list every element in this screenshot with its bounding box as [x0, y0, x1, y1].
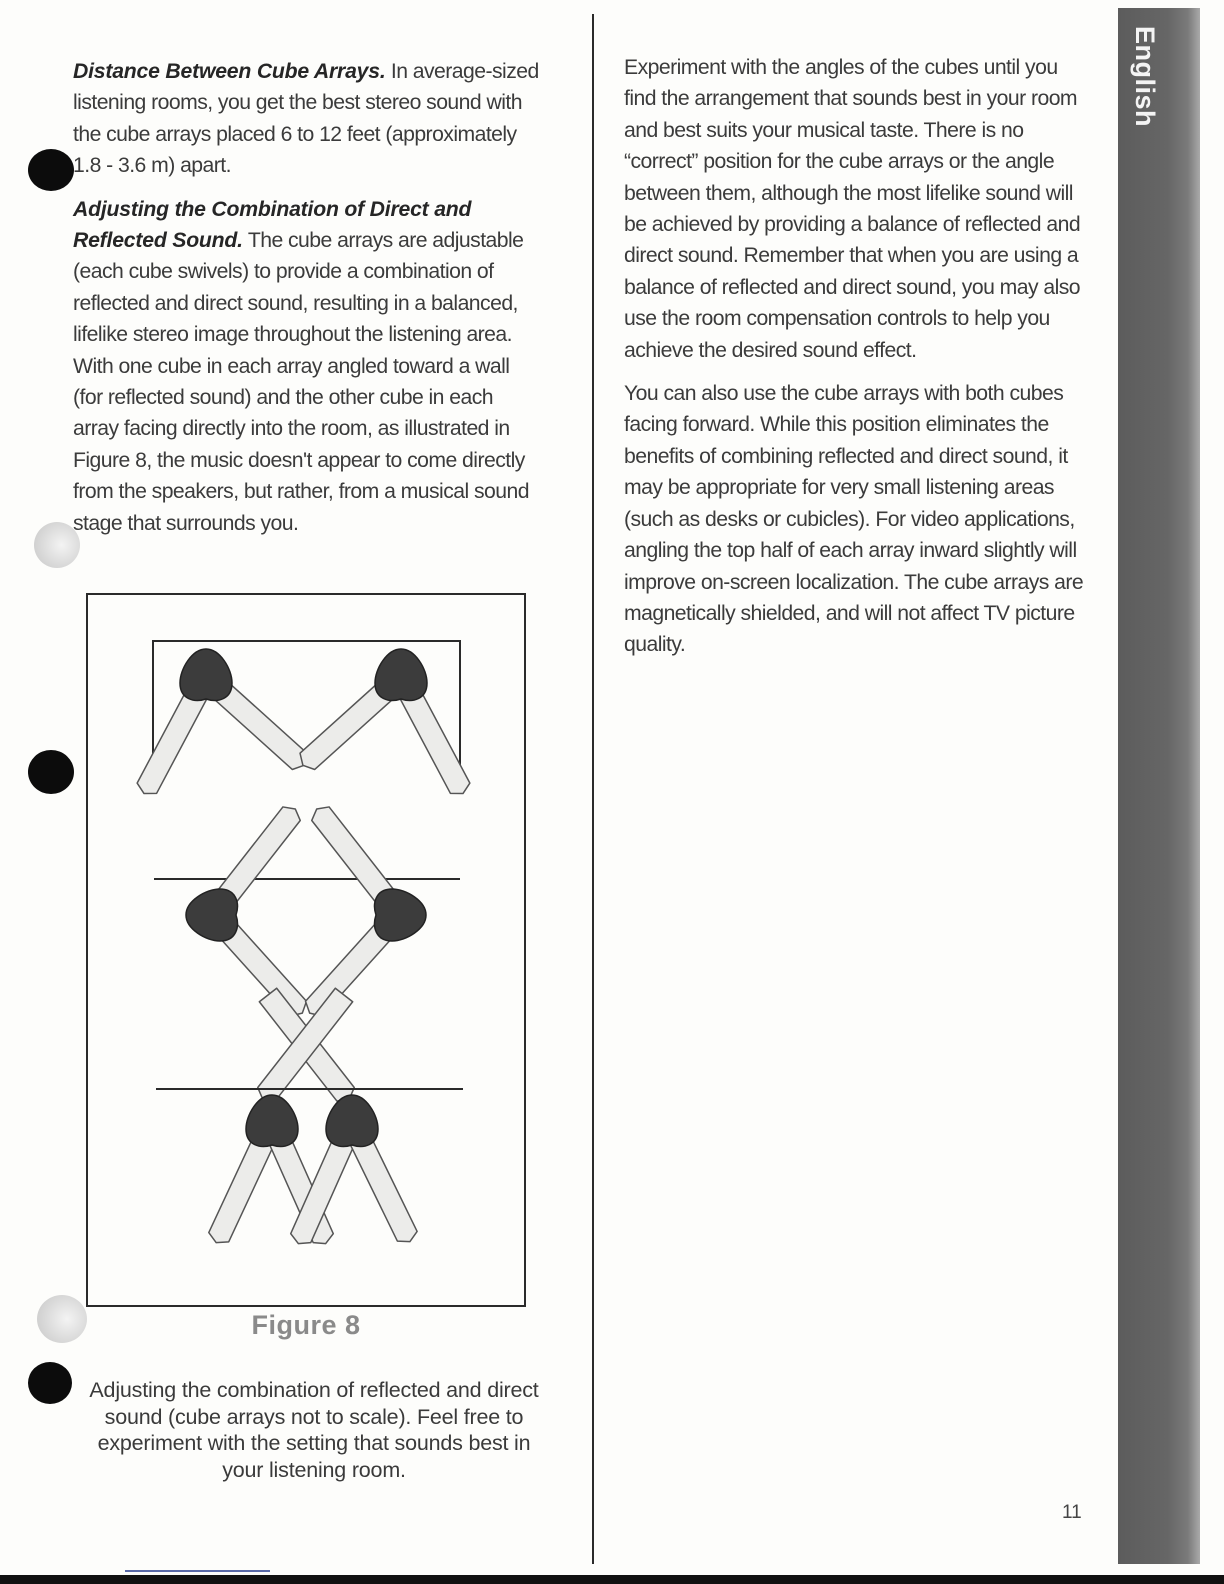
heading-distance: Distance Between Cube Arrays. — [73, 60, 386, 83]
binder-hole-bottom — [28, 1362, 72, 1404]
left-column — [73, 56, 543, 539]
right-column — [624, 52, 1094, 661]
speaker-right — [375, 649, 427, 700]
speaker-left-3 — [246, 1095, 298, 1146]
speaker-left — [180, 649, 232, 700]
paragraph-experiment: Experiment with the angles of the cubes until you find the arrangement that sounds best in your room and best suits your musical taste. There is no “correct” position for the cube arrays or the angle between them, although the most lifelike sound will be achieved by providing a balance of reflected and direct sound. Remember that when you are using a balance of reflected and direct sound, you may also use the room compensation controls to help you achieve the desired sound effect. — [624, 56, 1081, 362]
body-adjusting: The cube arrays are adjustable (each cube swivels) to provide a combination of reflected and direct sound, resulting in a balanced, lifelike stereo image throughout the listening area. With one cube in each array angled toward a wall (for reflected sound) and the other cube in each array facing directly into the room, as illustrated in Figure 8, the music doesn't appear to come directly from the speakers, but rather, from a musical sound stage that surrounds you. — [73, 229, 529, 535]
binder-hole-faint-2 — [37, 1295, 87, 1343]
scan-edge-line — [125, 1570, 270, 1572]
panel-reflected-direct — [134, 641, 472, 799]
speaker-left-2 — [186, 889, 237, 941]
paragraph-forward: You can also use the cube arrays with both cubes facing forward. While this position eliminates the benefits of combining reflected and direct sound, it may be appropriate for very small listening areas (such as desks or cubicles). For video applications, angling the top half of each array inward slightly will improve on-screen localization. The cube arrays are magnetically shielded, and will not affect TV picture quality. — [624, 382, 1084, 657]
page-number: 11 — [1062, 1502, 1082, 1523]
panel-forward — [156, 1089, 463, 1248]
speaker-right-2 — [375, 889, 426, 941]
panel-crossed — [154, 802, 460, 1106]
section-adjusting — [73, 194, 543, 539]
section-distance — [73, 56, 543, 182]
body-distance: In average-sized listening rooms, you get the best stereo sound with the cube arrays placed 6 to 12 feet (approximately 1.8 - 3.6 m) apart. — [73, 60, 539, 178]
language-tab-label: English — [1130, 26, 1160, 128]
figure-caption: Adjusting the combination of reflected and direct sound (cube arrays not to scale). Feel free to experiment with the setting that sounds best in your listening room. — [89, 1378, 539, 1482]
figure-title: Figure 8 — [251, 1310, 361, 1340]
figure-8-box — [86, 593, 526, 1307]
binder-hole-top — [28, 149, 74, 191]
heading-adjusting: Adjusting the Combination of Direct and Reflected Sound. — [73, 197, 472, 253]
speaker-right-3 — [326, 1095, 378, 1146]
binder-hole-middle — [28, 750, 74, 794]
scan-bottom-edge — [0, 1575, 1224, 1584]
language-tab — [1118, 8, 1200, 1564]
figure-8-illustration — [88, 595, 524, 1305]
column-divider — [592, 14, 594, 1564]
